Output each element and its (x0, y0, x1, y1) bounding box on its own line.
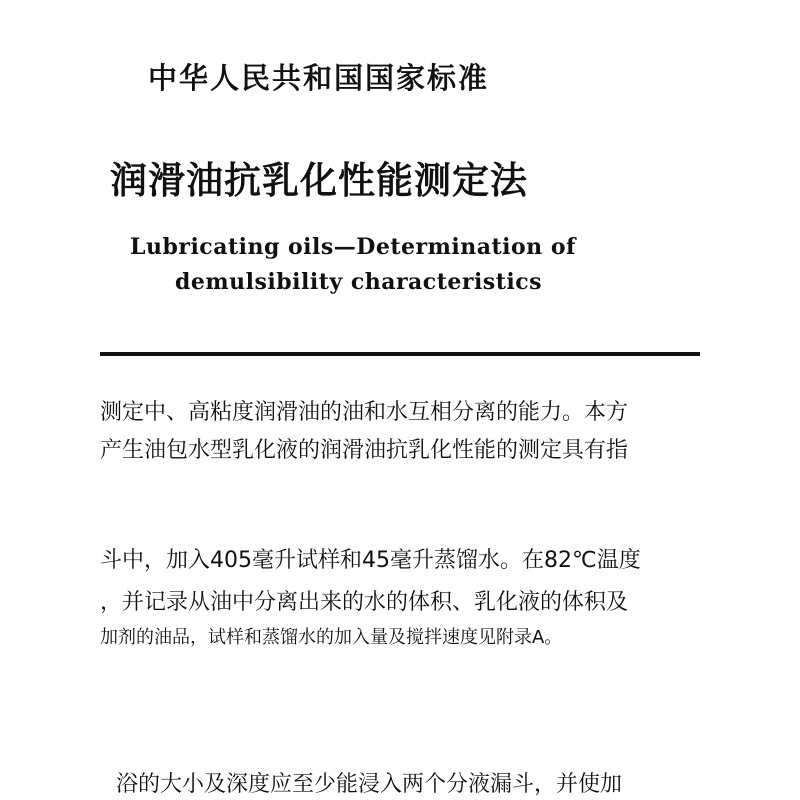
body-text-line: 斗中，加入405毫升试样和45毫升蒸馏水。在82℃温度 (100, 548, 641, 573)
body-text-line: 产生油包水型乳化液的润滑油抗乳化性能的测定具有指 (100, 438, 629, 463)
body-text-line: 加剂的油品，试样和蒸馏水的加入量及搅拌速度见附录A。 (100, 627, 563, 648)
document-title-chinese: 润滑油抗乳化性能测定法 (110, 159, 528, 202)
document-title-english-line-1: Lubricating oils—Determination of (130, 234, 576, 260)
standard-header: 中华人民共和国国家标准 (148, 61, 490, 95)
body-text-line: 测定中、高粘度润滑油的油和水互相分离的能力。本方 (100, 400, 629, 425)
document-title-english-line-2: demulsibility characteristics (175, 269, 542, 295)
body-text-line: 浴的大小及深度应至少能浸入两个分液漏斗，并使加 (116, 772, 623, 797)
header-divider (100, 352, 700, 356)
body-text-line: ，并记录从油中分离出来的水的体积、乳化液的体积及 (100, 590, 629, 615)
